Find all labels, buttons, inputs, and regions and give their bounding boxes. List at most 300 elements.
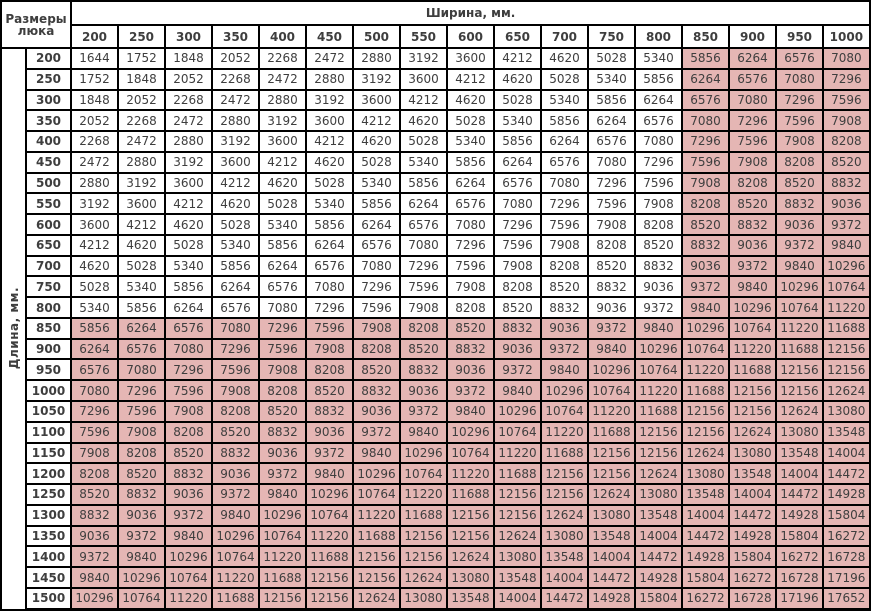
price-cell: 2880 — [306, 69, 353, 90]
price-cell: 10764 — [306, 505, 353, 526]
price-cell: 9036 — [588, 297, 635, 318]
row-header-1500: 1500 — [26, 588, 71, 610]
price-cell: 5028 — [71, 276, 118, 297]
price-cell: 2472 — [165, 110, 212, 131]
price-cell: 2472 — [259, 69, 306, 90]
price-cell: 7908 — [165, 401, 212, 422]
price-cell: 8208 — [682, 193, 729, 214]
table-row — [1, 588, 870, 610]
price-cell: 12156 — [259, 588, 306, 610]
price-cell: 10296 — [541, 380, 588, 401]
price-cell: 9372 — [165, 505, 212, 526]
price-cell: 2880 — [212, 110, 259, 131]
price-cell: 13080 — [729, 443, 776, 464]
price-cell: 8208 — [823, 131, 870, 152]
price-cell: 6576 — [776, 48, 823, 69]
price-cell: 9372 — [400, 401, 447, 422]
price-cell: 7908 — [212, 380, 259, 401]
price-cell: 7908 — [541, 235, 588, 256]
price-cell: 7908 — [71, 443, 118, 464]
price-cell: 6264 — [71, 339, 118, 360]
price-cell: 7596 — [682, 152, 729, 173]
table-row — [1, 401, 870, 422]
price-cell: 4212 — [118, 214, 165, 235]
price-cell: 12156 — [729, 401, 776, 422]
price-cell: 6264 — [212, 276, 259, 297]
width-axis-label: Ширина, мм. — [71, 1, 870, 25]
price-cell: 8832 — [165, 463, 212, 484]
price-cell: 7296 — [71, 401, 118, 422]
price-cell: 11688 — [635, 401, 682, 422]
price-cell: 7080 — [823, 48, 870, 69]
price-cell: 5028 — [400, 131, 447, 152]
price-cell: 12156 — [541, 463, 588, 484]
price-cell: 11688 — [823, 318, 870, 339]
price-cell: 5340 — [165, 256, 212, 277]
price-cell: 9036 — [823, 193, 870, 214]
price-cell: 4620 — [118, 235, 165, 256]
price-cell: 8208 — [71, 463, 118, 484]
price-cell: 11688 — [729, 359, 776, 380]
price-cell: 4620 — [306, 152, 353, 173]
table-row — [1, 276, 870, 297]
price-cell: 12156 — [353, 546, 400, 567]
price-cell: 13080 — [588, 505, 635, 526]
price-cell: 11688 — [306, 546, 353, 567]
price-cell: 5028 — [541, 69, 588, 90]
price-table-body — [1, 48, 870, 610]
column-header-900: 900 — [729, 25, 776, 48]
price-cell: 8832 — [259, 422, 306, 443]
price-cell: 2268 — [259, 48, 306, 69]
price-cell: 7596 — [447, 256, 494, 277]
row-header-850: 850 — [26, 318, 71, 339]
column-header-400: 400 — [259, 25, 306, 48]
price-cell: 7080 — [118, 359, 165, 380]
price-cell: 9372 — [259, 463, 306, 484]
price-cell: 9036 — [729, 235, 776, 256]
price-cell: 9840 — [353, 443, 400, 464]
price-cell: 11220 — [776, 318, 823, 339]
price-cell: 12156 — [729, 380, 776, 401]
price-cell: 5856 — [165, 276, 212, 297]
table-row — [1, 443, 870, 464]
price-cell: 9036 — [259, 443, 306, 464]
price-cell: 12156 — [682, 422, 729, 443]
price-cell: 2880 — [71, 173, 118, 194]
price-cell: 13080 — [541, 526, 588, 547]
price-cell: 7908 — [118, 422, 165, 443]
price-cell: 8832 — [447, 339, 494, 360]
price-cell: 8208 — [306, 359, 353, 380]
table-row — [1, 546, 870, 567]
corner-header — [1, 1, 71, 48]
price-cell: 7296 — [729, 110, 776, 131]
price-cell: 13548 — [447, 588, 494, 610]
price-cell: 10764 — [353, 484, 400, 505]
price-cell: 16728 — [823, 546, 870, 567]
price-cell: 7296 — [635, 152, 682, 173]
price-cell: 9372 — [541, 339, 588, 360]
price-cell: 5856 — [682, 48, 729, 69]
price-cell: 6264 — [447, 173, 494, 194]
price-cell: 14928 — [729, 526, 776, 547]
price-cell: 5340 — [447, 131, 494, 152]
price-cell: 11220 — [635, 380, 682, 401]
price-cell: 8832 — [71, 505, 118, 526]
price-cell: 6576 — [494, 173, 541, 194]
price-cell: 9372 — [71, 546, 118, 567]
price-cell: 6264 — [118, 318, 165, 339]
price-cell: 12156 — [776, 380, 823, 401]
price-cell: 10296 — [447, 422, 494, 443]
price-cell: 3192 — [400, 48, 447, 69]
price-cell: 6576 — [71, 359, 118, 380]
price-cell: 2880 — [259, 90, 306, 111]
price-cell: 6576 — [682, 90, 729, 111]
price-cell: 8520 — [541, 276, 588, 297]
price-cell: 3600 — [353, 90, 400, 111]
price-cell: 13080 — [635, 484, 682, 505]
price-cell: 12624 — [682, 443, 729, 464]
price-cell: 12156 — [541, 484, 588, 505]
price-cell: 9372 — [212, 484, 259, 505]
price-cell: 12156 — [306, 588, 353, 610]
price-cell: 10296 — [306, 484, 353, 505]
price-cell: 4620 — [353, 131, 400, 152]
price-cell: 4212 — [259, 152, 306, 173]
price-cell: 11688 — [400, 505, 447, 526]
price-cell: 9372 — [823, 214, 870, 235]
price-cell: 12156 — [353, 567, 400, 588]
price-cell: 10764 — [212, 546, 259, 567]
table-row — [1, 214, 870, 235]
price-cell: 4620 — [447, 90, 494, 111]
price-cell: 2472 — [306, 48, 353, 69]
price-cell: 4620 — [165, 214, 212, 235]
price-cell: 11220 — [541, 422, 588, 443]
price-cell: 11220 — [212, 567, 259, 588]
price-cell: 9036 — [776, 214, 823, 235]
price-cell: 10296 — [823, 256, 870, 277]
price-cell: 8208 — [259, 380, 306, 401]
price-cell: 7596 — [259, 339, 306, 360]
table-row — [1, 152, 870, 173]
price-cell: 6576 — [447, 193, 494, 214]
price-cell: 11688 — [494, 463, 541, 484]
price-cell: 6576 — [306, 256, 353, 277]
price-cell: 5856 — [71, 318, 118, 339]
price-cell: 5028 — [165, 235, 212, 256]
table-row — [1, 526, 870, 547]
corner-header-line2: люка — [17, 23, 55, 38]
price-cell: 7296 — [494, 214, 541, 235]
price-cell: 9840 — [71, 567, 118, 588]
price-cell: 11220 — [588, 401, 635, 422]
price-cell: 5340 — [588, 69, 635, 90]
row-header-1450: 1450 — [26, 567, 71, 588]
column-header-750: 750 — [588, 25, 635, 48]
price-cell: 10764 — [118, 588, 165, 610]
price-cell: 8832 — [118, 484, 165, 505]
table-row — [1, 90, 870, 111]
price-cell: 9372 — [635, 297, 682, 318]
price-cell: 3600 — [165, 173, 212, 194]
price-cell: 5340 — [353, 173, 400, 194]
price-cell: 5856 — [635, 69, 682, 90]
price-cell: 8832 — [776, 193, 823, 214]
price-cell: 1848 — [118, 69, 165, 90]
price-cell: 8208 — [635, 214, 682, 235]
price-cell: 6264 — [682, 69, 729, 90]
column-header-300: 300 — [165, 25, 212, 48]
price-cell: 12624 — [823, 380, 870, 401]
price-cell: 14928 — [776, 505, 823, 526]
price-cell: 9840 — [588, 339, 635, 360]
price-cell: 9372 — [776, 235, 823, 256]
price-cell: 7296 — [447, 235, 494, 256]
price-cell: 10764 — [541, 401, 588, 422]
price-cell: 11220 — [353, 505, 400, 526]
price-cell: 14004 — [729, 484, 776, 505]
price-cell: 9840 — [306, 463, 353, 484]
row-header-500: 500 — [26, 173, 71, 194]
price-cell: 12156 — [447, 526, 494, 547]
price-cell: 5340 — [635, 48, 682, 69]
price-cell: 14004 — [823, 443, 870, 464]
row-header-950: 950 — [26, 359, 71, 380]
price-cell: 9372 — [729, 256, 776, 277]
price-cell: 3192 — [165, 152, 212, 173]
price-cell: 4212 — [71, 235, 118, 256]
price-cell: 9036 — [400, 380, 447, 401]
price-cell: 6576 — [118, 339, 165, 360]
price-cell: 9036 — [212, 463, 259, 484]
price-cell: 7596 — [400, 276, 447, 297]
price-cell: 7908 — [635, 193, 682, 214]
price-cell: 7596 — [353, 297, 400, 318]
price-cell: 5856 — [306, 214, 353, 235]
price-cell: 10764 — [588, 380, 635, 401]
price-cell: 8520 — [588, 256, 635, 277]
price-cell: 7080 — [635, 131, 682, 152]
price-cell: 7908 — [682, 173, 729, 194]
price-cell: 13080 — [400, 588, 447, 610]
price-cell: 8832 — [353, 380, 400, 401]
price-cell: 7080 — [400, 235, 447, 256]
price-cell: 13548 — [776, 443, 823, 464]
price-cell: 8208 — [165, 422, 212, 443]
price-cell: 11220 — [400, 484, 447, 505]
price-cell: 3600 — [400, 69, 447, 90]
price-cell: 11688 — [259, 567, 306, 588]
price-cell: 8832 — [212, 443, 259, 464]
price-cell: 1644 — [71, 48, 118, 69]
price-cell: 4212 — [306, 131, 353, 152]
table-row — [1, 484, 870, 505]
price-cell: 13080 — [447, 567, 494, 588]
price-cell: 12156 — [823, 359, 870, 380]
price-cell: 6576 — [729, 69, 776, 90]
price-cell: 8208 — [541, 256, 588, 277]
price-cell: 10764 — [635, 359, 682, 380]
price-cell: 9840 — [823, 235, 870, 256]
price-cell: 8208 — [447, 297, 494, 318]
price-cell: 11220 — [682, 359, 729, 380]
price-cell: 11220 — [823, 297, 870, 318]
price-cell: 3192 — [306, 90, 353, 111]
price-cell: 7908 — [823, 110, 870, 131]
price-cell: 8832 — [494, 318, 541, 339]
price-cell: 9372 — [447, 380, 494, 401]
price-cell: 14928 — [682, 546, 729, 567]
price-cell: 9840 — [682, 297, 729, 318]
row-header-1150: 1150 — [26, 443, 71, 464]
price-cell: 8520 — [165, 443, 212, 464]
price-cell: 8520 — [118, 463, 165, 484]
price-cell: 14004 — [776, 463, 823, 484]
price-cell: 2472 — [71, 152, 118, 173]
price-cell: 7908 — [729, 152, 776, 173]
price-cell: 8520 — [353, 359, 400, 380]
price-cell: 7296 — [541, 193, 588, 214]
price-cell: 8520 — [447, 318, 494, 339]
price-cell: 10296 — [729, 297, 776, 318]
price-cell: 16272 — [823, 526, 870, 547]
price-cell: 6576 — [635, 110, 682, 131]
price-cell: 3600 — [259, 131, 306, 152]
price-cell: 7296 — [118, 380, 165, 401]
price-cell: 15804 — [823, 505, 870, 526]
table-row — [1, 463, 870, 484]
price-cell: 8520 — [682, 214, 729, 235]
price-cell: 5028 — [353, 152, 400, 173]
price-cell: 8832 — [541, 297, 588, 318]
price-cell: 8520 — [776, 173, 823, 194]
price-cell: 2472 — [212, 90, 259, 111]
price-cell: 16728 — [729, 588, 776, 610]
price-cell: 10296 — [353, 463, 400, 484]
price-cell: 17196 — [776, 588, 823, 610]
price-cell: 9840 — [165, 526, 212, 547]
table-row — [1, 422, 870, 443]
price-cell: 9036 — [306, 422, 353, 443]
row-header-250: 250 — [26, 69, 71, 90]
column-header-450: 450 — [306, 25, 353, 48]
price-cell: 13548 — [682, 484, 729, 505]
price-cell: 7080 — [776, 69, 823, 90]
price-cell: 12156 — [682, 401, 729, 422]
row-header-1400: 1400 — [26, 546, 71, 567]
price-cell: 9840 — [541, 359, 588, 380]
price-cell: 13548 — [635, 505, 682, 526]
price-cell: 5340 — [71, 297, 118, 318]
table-row — [1, 339, 870, 360]
price-cell: 11688 — [353, 526, 400, 547]
price-cell: 5340 — [212, 235, 259, 256]
price-cell: 11220 — [165, 588, 212, 610]
price-cell: 15804 — [682, 567, 729, 588]
price-cell: 7596 — [729, 131, 776, 152]
price-cell: 12624 — [541, 505, 588, 526]
price-cell: 16272 — [776, 546, 823, 567]
row-header-1000: 1000 — [26, 380, 71, 401]
table-row — [1, 110, 870, 131]
price-cell: 5856 — [212, 256, 259, 277]
price-cell: 15804 — [776, 526, 823, 547]
price-cell: 9840 — [447, 401, 494, 422]
price-cell: 9372 — [118, 526, 165, 547]
price-cell: 11688 — [541, 443, 588, 464]
price-cell: 5856 — [588, 90, 635, 111]
price-cell: 8208 — [212, 401, 259, 422]
price-cell: 13548 — [494, 567, 541, 588]
price-cell: 5856 — [118, 297, 165, 318]
price-cell: 8832 — [729, 214, 776, 235]
price-cell: 12624 — [729, 422, 776, 443]
price-cell: 8832 — [682, 235, 729, 256]
column-header-500: 500 — [353, 25, 400, 48]
price-cell: 16272 — [729, 567, 776, 588]
price-cell: 9840 — [635, 318, 682, 339]
table-row — [1, 359, 870, 380]
price-cell: 7296 — [259, 318, 306, 339]
price-cell: 9036 — [635, 276, 682, 297]
price-cell: 4620 — [212, 193, 259, 214]
price-cell: 10296 — [588, 359, 635, 380]
price-cell: 7296 — [588, 173, 635, 194]
column-header-row — [1, 25, 870, 48]
price-cell: 10764 — [682, 339, 729, 360]
price-cell: 6264 — [259, 256, 306, 277]
price-cell: 14472 — [729, 505, 776, 526]
row-header-1250: 1250 — [26, 484, 71, 505]
price-cell: 3192 — [212, 131, 259, 152]
price-cell: 1752 — [118, 48, 165, 69]
price-cell: 16272 — [682, 588, 729, 610]
price-cell: 4212 — [212, 173, 259, 194]
price-cell: 7296 — [776, 90, 823, 111]
row-header-1300: 1300 — [26, 505, 71, 526]
column-header-800: 800 — [635, 25, 682, 48]
price-cell: 4212 — [494, 48, 541, 69]
price-cell: 15804 — [729, 546, 776, 567]
price-cell: 7080 — [447, 214, 494, 235]
price-cell: 2052 — [71, 110, 118, 131]
price-cell: 6264 — [400, 193, 447, 214]
price-cell: 14928 — [588, 588, 635, 610]
price-cell: 4620 — [400, 110, 447, 131]
price-cell: 12156 — [400, 546, 447, 567]
price-cell: 7908 — [259, 359, 306, 380]
price-cell: 10764 — [494, 422, 541, 443]
price-cell: 5028 — [212, 214, 259, 235]
price-cell: 10296 — [635, 339, 682, 360]
price-cell: 1848 — [71, 90, 118, 111]
price-cell: 6576 — [259, 276, 306, 297]
price-cell: 11220 — [494, 443, 541, 464]
row-header-700: 700 — [26, 256, 71, 277]
price-cell: 14004 — [682, 505, 729, 526]
price-cell: 2880 — [118, 152, 165, 173]
price-cell: 11688 — [682, 380, 729, 401]
price-cell: 7908 — [447, 276, 494, 297]
price-cell: 5340 — [541, 90, 588, 111]
table-row — [1, 297, 870, 318]
price-cell: 7908 — [776, 131, 823, 152]
price-cell: 14472 — [776, 484, 823, 505]
price-cell: 8208 — [729, 173, 776, 194]
